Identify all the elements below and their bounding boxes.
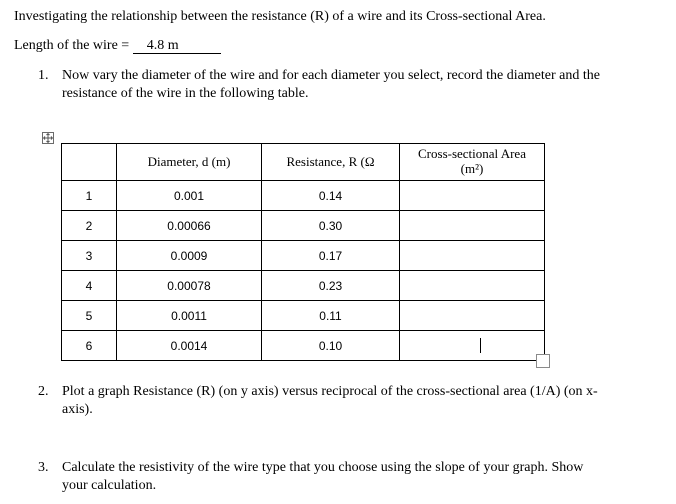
cell-diameter[interactable]: 0.00066 [117, 211, 262, 241]
header-index[interactable] [62, 144, 117, 181]
question-2-text [62, 383, 598, 419]
cell-index[interactable]: 3 [62, 241, 117, 271]
cell-resistance[interactable]: 0.11 [262, 301, 400, 331]
question-2-line-2: axis). [62, 402, 93, 417]
question-2-line-1: Plot a graph Resistance (R) (on y axis) versus reciprocal of the cross-sectional area (1/A) (on x- [62, 384, 598, 399]
cell-index[interactable]: 2 [62, 211, 117, 241]
cell-diameter[interactable]: 0.0011 [117, 301, 262, 331]
cell-area[interactable] [400, 301, 545, 331]
cell-resistance[interactable]: 0.23 [262, 271, 400, 301]
cell-index[interactable]: 1 [62, 181, 117, 211]
cell-area[interactable] [400, 331, 545, 361]
cell-resistance[interactable]: 0.10 [262, 331, 400, 361]
cell-area[interactable] [400, 181, 545, 211]
question-1-line-2: resistance of the wire in the following table. [62, 86, 309, 101]
question-3-number: 3. [38, 460, 49, 475]
header-resistance[interactable]: Resistance, R (Ω [262, 144, 400, 181]
cell-index[interactable]: 5 [62, 301, 117, 331]
data-table [61, 143, 545, 361]
table-row [62, 241, 545, 271]
cell-diameter[interactable]: 0.00078 [117, 271, 262, 301]
text-cursor [480, 338, 481, 353]
question-2-number: 2. [38, 384, 49, 399]
cell-area[interactable] [400, 241, 545, 271]
cell-resistance[interactable]: 0.30 [262, 211, 400, 241]
wire-length-value[interactable]: 4.8 m [133, 38, 221, 54]
header-diameter[interactable]: Diameter, d (m) [117, 144, 262, 181]
question-3-line-2: your calculation. [62, 478, 157, 493]
cell-resistance[interactable]: 0.17 [262, 241, 400, 271]
cell-area[interactable] [400, 211, 545, 241]
header-area-line-1: Cross-sectional Area [418, 146, 526, 161]
question-3-line-1: Calculate the resistivity of the wire type that you choose using the slope of your graph. Show [62, 460, 584, 475]
header-area[interactable] [400, 144, 545, 181]
cell-diameter[interactable]: 0.0014 [117, 331, 262, 361]
table-row [62, 181, 545, 211]
wire-length-line [14, 38, 221, 54]
cell-index[interactable]: 6 [62, 331, 117, 361]
table-row [62, 301, 545, 331]
wire-length-label: Length of the wire = [14, 38, 130, 53]
table-row [62, 211, 545, 241]
table-row [62, 331, 545, 361]
table-resize-handle-icon[interactable] [536, 354, 550, 368]
document-heading: Investigating the relationship between the resistance (R) of a wire and its Cross-sectional Area. [14, 9, 546, 24]
question-1-line-1: Now vary the diameter of the wire and for each diameter you select, record the diameter and the [62, 68, 600, 83]
cell-index[interactable]: 4 [62, 271, 117, 301]
table-move-handle-icon[interactable] [42, 132, 54, 144]
question-1-number: 1. [38, 68, 49, 83]
table-row [62, 271, 545, 301]
cell-diameter[interactable]: 0.001 [117, 181, 262, 211]
question-3-text [62, 459, 583, 495]
cell-area[interactable] [400, 271, 545, 301]
cell-diameter[interactable]: 0.0009 [117, 241, 262, 271]
header-area-line-2: (m²) [460, 161, 484, 176]
question-1-text [62, 67, 600, 103]
table-header-row [62, 144, 545, 181]
cell-resistance[interactable]: 0.14 [262, 181, 400, 211]
